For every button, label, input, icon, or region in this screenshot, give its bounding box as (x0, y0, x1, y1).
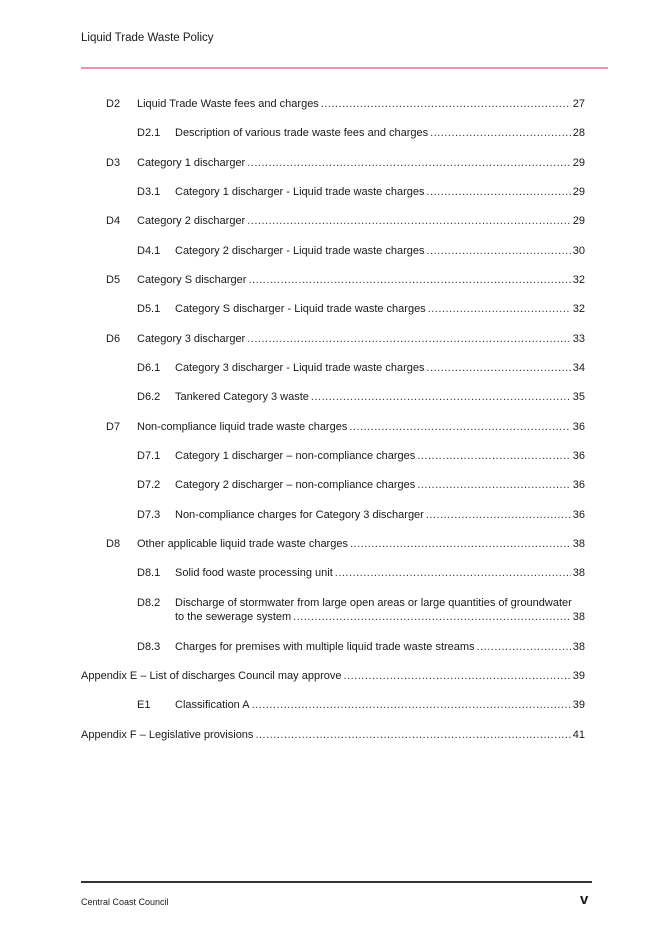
toc-leader (335, 566, 571, 580)
toc-leader (350, 537, 571, 551)
toc-number: E1 (137, 699, 151, 711)
toc-entry-d5[interactable] (106, 273, 585, 287)
toc-leader (349, 420, 570, 434)
toc-page: 38 (572, 611, 585, 623)
toc-title: Category 2 discharger (137, 215, 246, 227)
toc-number: D4.1 (137, 245, 161, 257)
toc-page: 39 (572, 699, 585, 711)
toc-title: Charges for premises with multiple liquid trade waste streams (175, 641, 475, 653)
toc-page: 29 (572, 186, 585, 198)
toc-title: Appendix F – Legislative provisions (81, 729, 254, 741)
toc-entry-d6-1[interactable] (137, 361, 585, 375)
toc-title-line-2-row (175, 610, 585, 624)
toc-page: 38 (572, 538, 585, 550)
toc-title: Description of various trade waste fees and charges (175, 127, 429, 139)
toc-entry-d7[interactable] (106, 420, 585, 434)
toc-leader (321, 97, 571, 111)
toc-page: 29 (572, 157, 585, 169)
toc-leader (426, 244, 570, 258)
toc-page: 36 (572, 421, 585, 433)
toc-title: Classification A (175, 699, 250, 711)
toc-entry-e1[interactable] (137, 698, 585, 712)
toc-title: Category 3 discharger - Liquid trade waste charges (175, 362, 425, 374)
toc-number: D5 (106, 274, 121, 286)
header-divider (81, 67, 608, 69)
toc-entry-d7-2[interactable] (137, 478, 585, 492)
toc-title: Solid food waste processing unit (175, 567, 333, 579)
toc-title: Category 1 discharger (137, 157, 246, 169)
toc-title: Category 1 discharger – non-compliance charges (175, 450, 416, 462)
toc-title-line-2: to the sewerage system (175, 611, 292, 623)
toc-title: Category 2 discharger - Liquid trade waste charges (175, 245, 425, 257)
toc-number: D3 (106, 157, 121, 169)
toc-entry-d6-2[interactable] (137, 390, 585, 404)
toc-leader (247, 156, 571, 170)
toc-title-line-1: Discharge of stormwater from large open areas or large quantities of groundwater (175, 597, 572, 609)
toc-title: Non-compliance charges for Category 3 discharger (175, 509, 424, 521)
toc-number: D7 (106, 421, 121, 433)
toc-page: 41 (572, 729, 585, 741)
toc-entry-d8[interactable] (106, 537, 585, 551)
toc-number: D8 (106, 538, 121, 550)
toc-number: D4 (106, 215, 121, 227)
toc-page: 36 (572, 450, 585, 462)
toc-title: Appendix E – List of discharges Council may approve (81, 670, 342, 682)
toc-page: 36 (572, 509, 585, 521)
toc-leader (417, 478, 570, 492)
toc-entry-d2[interactable] (106, 97, 585, 111)
toc-page: 32 (572, 274, 585, 286)
toc-page: 29 (572, 215, 585, 227)
toc-entry-d5-1[interactable] (137, 302, 585, 316)
toc-leader (426, 508, 571, 522)
toc-number: D7.2 (137, 479, 161, 491)
toc-number: D6.1 (137, 362, 161, 374)
toc-leader (343, 669, 570, 683)
toc-leader (311, 390, 571, 404)
toc-entry-d8-3[interactable] (137, 640, 585, 654)
toc-number: D6 (106, 333, 121, 345)
toc-leader (247, 214, 571, 228)
document-title: Liquid Trade Waste Policy (81, 32, 214, 44)
toc-page: 33 (572, 333, 585, 345)
toc-number: D7.1 (137, 450, 161, 462)
toc-title: Tankered Category 3 waste (175, 391, 309, 403)
toc-entry-d8-1[interactable] (137, 566, 585, 580)
footer-organization: Central Coast Council (81, 897, 169, 907)
toc-entry-d7-1[interactable] (137, 449, 585, 463)
toc-entry-d4[interactable] (106, 214, 585, 228)
toc-number: D3.1 (137, 186, 161, 198)
toc-page: 38 (572, 641, 585, 653)
toc-page: 32 (572, 303, 585, 315)
toc-title: Category 2 discharger – non-compliance charges (175, 479, 416, 491)
toc-leader (293, 610, 571, 624)
toc-leader (417, 449, 570, 463)
toc-page: 27 (572, 98, 585, 110)
toc-entry-appendix-f[interactable] (81, 728, 585, 742)
toc-page: 28 (572, 127, 585, 139)
toc-title: Category 1 discharger - Liquid trade waste charges (175, 186, 425, 198)
toc-page: 36 (572, 479, 585, 491)
toc-number: D8.1 (137, 567, 161, 579)
toc-leader (426, 185, 570, 199)
toc-title: Other applicable liquid trade waste charges (137, 538, 348, 550)
footer-divider (81, 881, 592, 883)
toc-page: 34 (572, 362, 585, 374)
toc-page: 39 (572, 670, 585, 682)
toc-entry-d3-1[interactable] (137, 185, 585, 199)
toc-entry-d7-3[interactable] (137, 508, 585, 522)
toc-page: 30 (572, 245, 585, 257)
toc-leader (477, 640, 571, 654)
toc-leader (255, 728, 570, 742)
toc-title: Category S discharger (137, 274, 247, 286)
footer-page-number: v (580, 891, 589, 908)
toc-entry-d4-1[interactable] (137, 244, 585, 258)
toc-number: D2 (106, 98, 121, 110)
toc-leader (430, 126, 571, 140)
toc-entry-d2-1[interactable] (137, 126, 585, 140)
toc-leader (428, 302, 571, 316)
toc-number: D8.2 (137, 597, 161, 609)
toc-title: Category 3 discharger (137, 333, 246, 345)
toc-leader (252, 698, 571, 712)
toc-title: Category S discharger - Liquid trade waste charges (175, 303, 426, 315)
toc-leader (426, 361, 570, 375)
toc-number: D8.3 (137, 641, 161, 653)
toc-number: D2.1 (137, 127, 161, 139)
toc-number: D6.2 (137, 391, 161, 403)
toc-number: D5.1 (137, 303, 161, 315)
toc-page: 38 (572, 567, 585, 579)
toc-leader (247, 332, 571, 346)
toc-entry-d3[interactable] (106, 156, 585, 170)
toc-leader (248, 273, 570, 287)
toc-entry-d8-2[interactable] (137, 596, 585, 624)
toc-title: Non-compliance liquid trade waste charges (137, 421, 348, 433)
toc-entry-d6[interactable] (106, 332, 585, 346)
toc-page: 35 (572, 391, 585, 403)
toc-number: D7.3 (137, 509, 161, 521)
toc-title: Liquid Trade Waste fees and charges (137, 98, 319, 110)
toc-entry-appendix-e[interactable] (81, 669, 585, 683)
